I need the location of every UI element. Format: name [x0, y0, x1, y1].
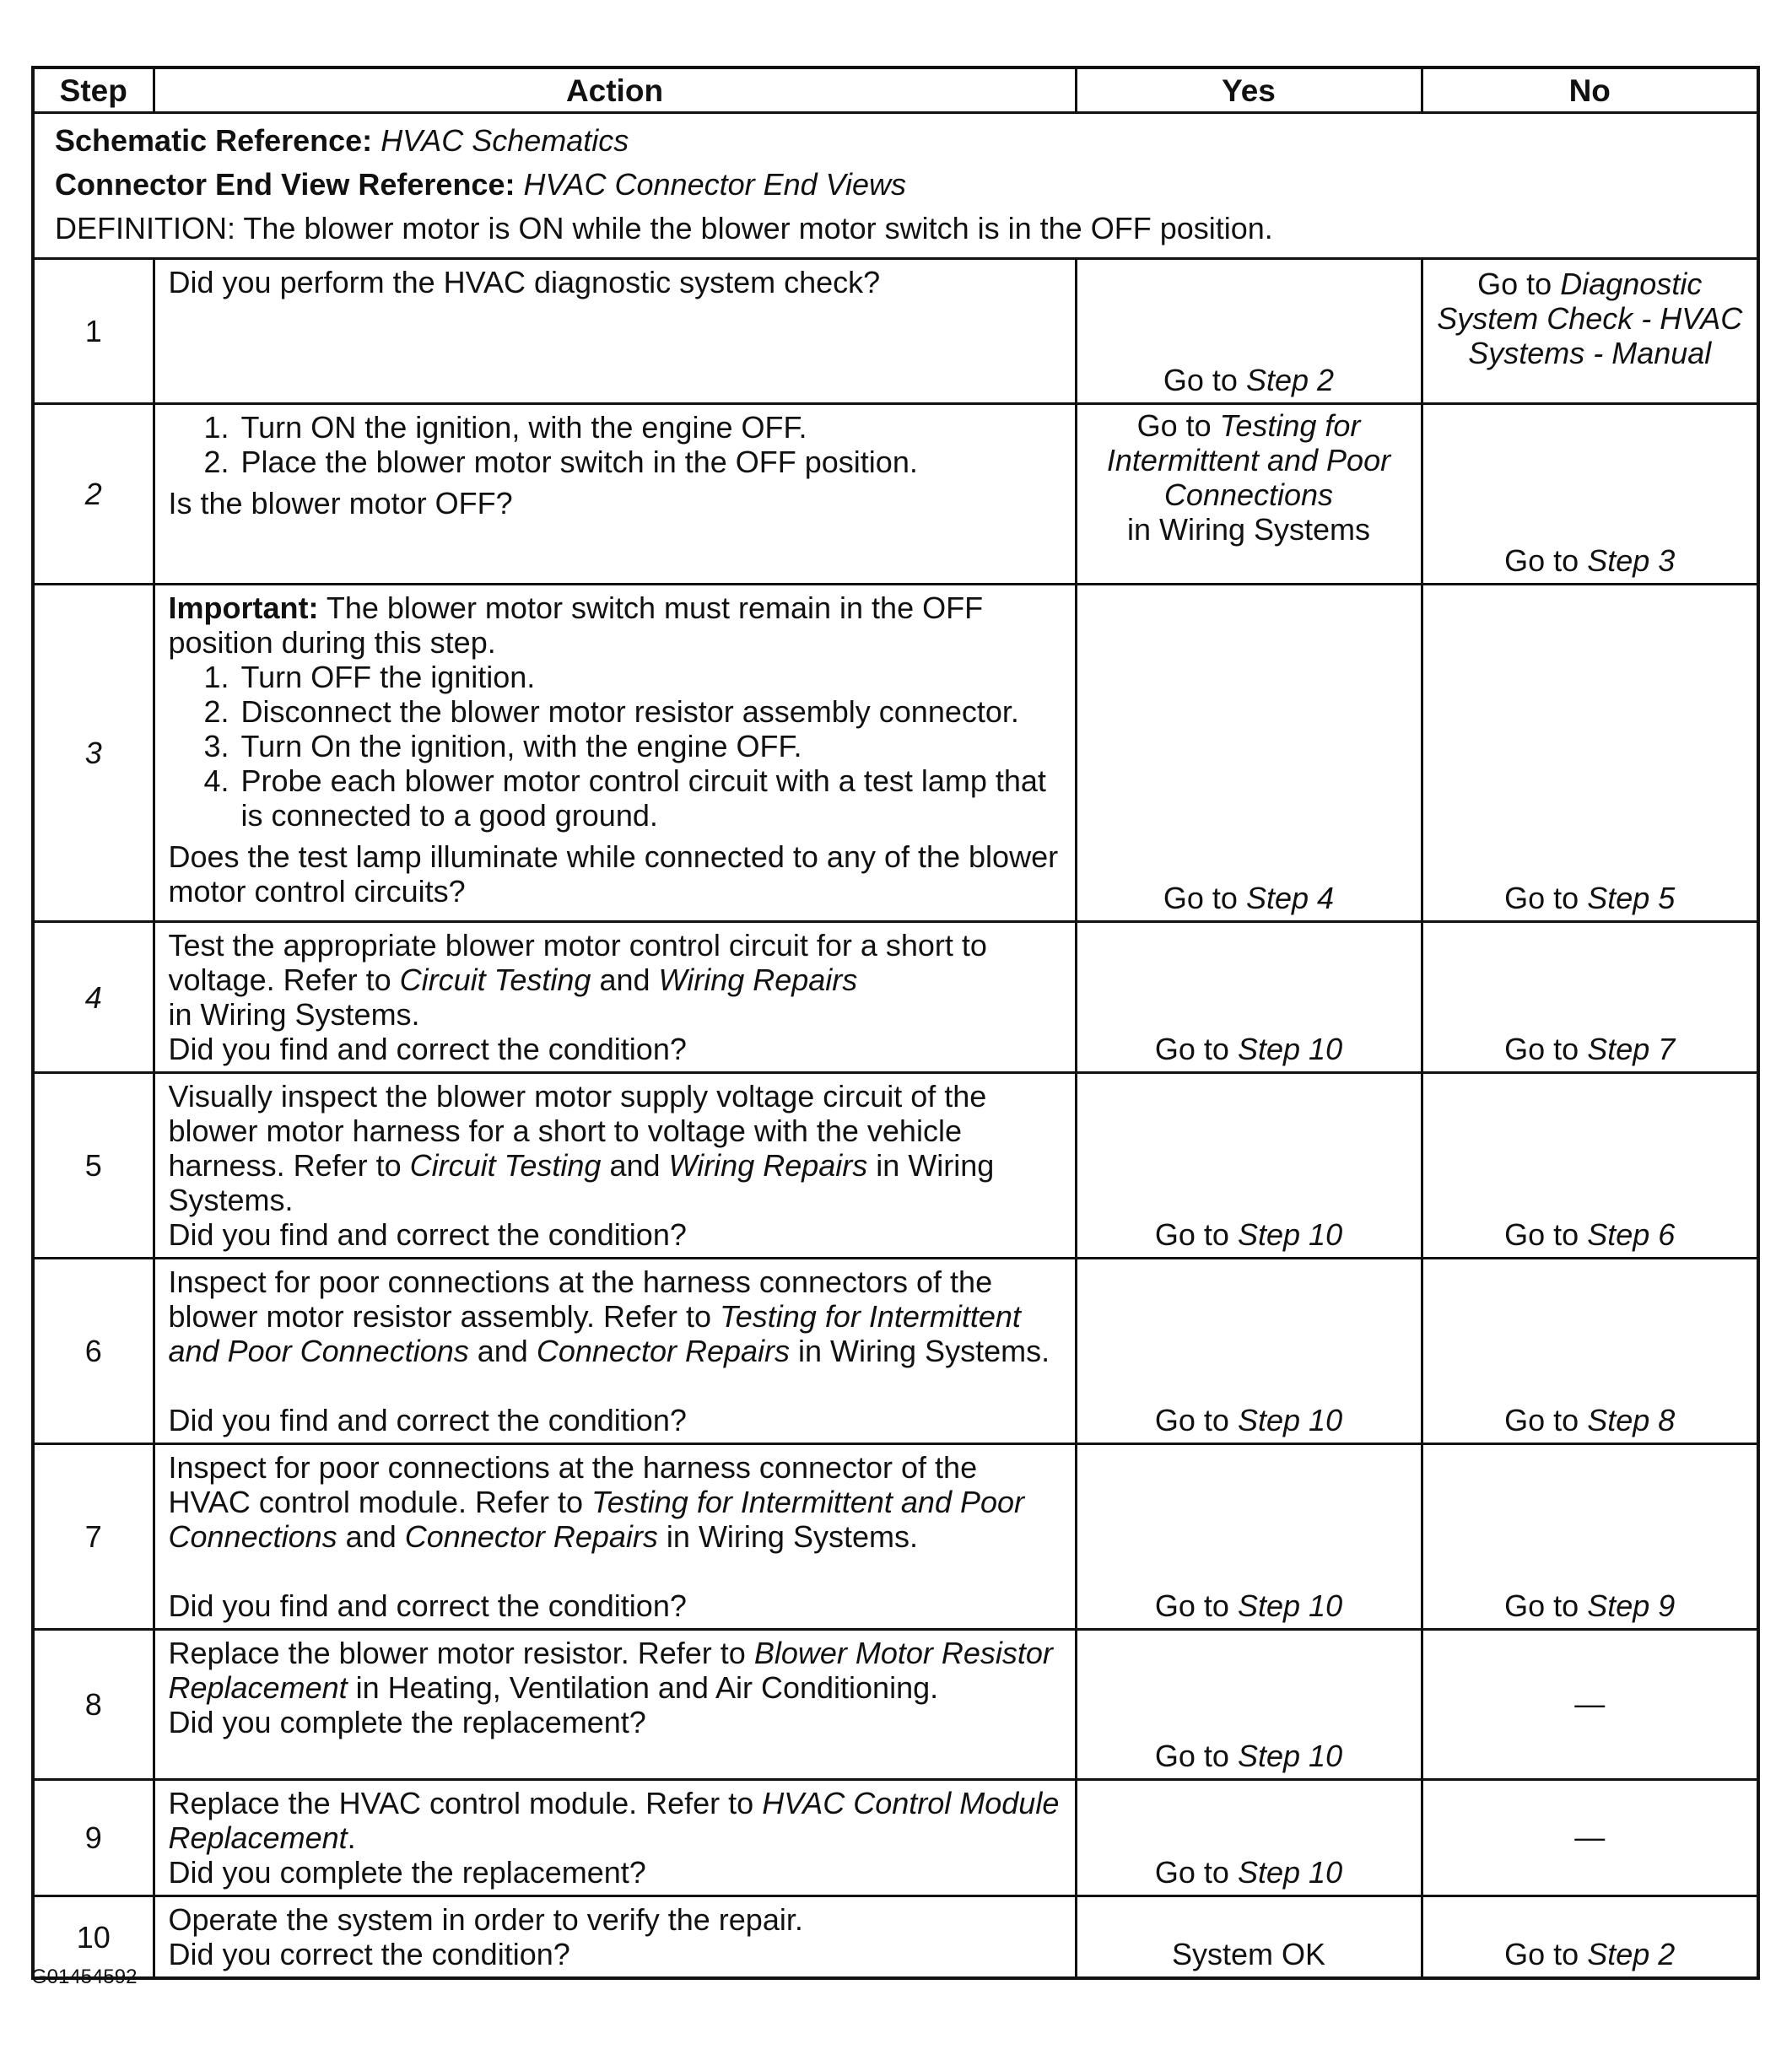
- action-text-end: in Wiring Systems.: [168, 997, 420, 1032]
- yes-link[interactable]: Step 10: [1237, 1855, 1343, 1890]
- figure-id: G01454592: [31, 1966, 138, 1988]
- go-to-label: Go to: [1154, 1588, 1229, 1623]
- no-link[interactable]: Step 9: [1587, 1588, 1676, 1623]
- go-to-label: Go to: [1504, 881, 1579, 915]
- go-to-label: Go to: [1154, 1739, 1229, 1773]
- reference-link[interactable]: HVAC Control Module Replacement: [168, 1786, 1060, 1855]
- step-number: 9: [33, 1780, 154, 1896]
- procedure-item: 1. Turn ON the ignition, with the engine OFF.: [238, 410, 1063, 445]
- reference-link[interactable]: Circuit Testing: [409, 1148, 602, 1183]
- action-text: [169, 1636, 1063, 1705]
- step-number: 2: [33, 404, 154, 585]
- step-number: 5: [33, 1073, 154, 1259]
- action-cell: [154, 259, 1076, 404]
- action-question: Did you find and correct the condition?: [168, 1588, 687, 1623]
- go-to-label: Go to: [1504, 1403, 1579, 1437]
- action-text: [169, 1786, 1063, 1855]
- action-question: Does the test lamp illuminate while connected to any of the blower motor control circuits?: [168, 839, 1059, 909]
- no-cell: [1422, 1259, 1758, 1444]
- no-cell: [1422, 585, 1758, 922]
- yes-link[interactable]: Step 10: [1237, 1588, 1343, 1623]
- header-action: Action: [154, 67, 1076, 113]
- go-to-label: Go to: [1504, 1217, 1579, 1252]
- step-number: 10: [33, 1896, 154, 1979]
- yes-cell: [1076, 1259, 1422, 1444]
- table-row: [33, 1896, 1758, 1979]
- action-text-start: Inspect for poor connections at the harness connectors of the blower motor resistor assembly. Refer to: [168, 1265, 993, 1334]
- conjunction: and: [345, 1519, 397, 1554]
- yes-link[interactable]: Step 10: [1237, 1032, 1343, 1066]
- action-text-start: Test the appropriate blower motor control circuit for a short to voltage. Refer to: [168, 928, 987, 997]
- procedure-list: [169, 410, 1063, 479]
- action-cell: [154, 1896, 1076, 1979]
- procedure-item: 1. Turn OFF the ignition.: [238, 660, 1063, 694]
- action-question: Did you complete the replacement?: [168, 1705, 646, 1739]
- spacer: [169, 1368, 1063, 1403]
- no-dash: —: [1574, 1686, 1606, 1721]
- go-to-label: Go to: [1504, 543, 1579, 578]
- table-row: [33, 1780, 1758, 1896]
- go-to-label: Go to: [1504, 1937, 1579, 1971]
- conjunction: and: [599, 963, 650, 997]
- go-to-label: Go to: [1154, 1855, 1229, 1890]
- important-note: [169, 590, 1063, 660]
- action-text: [169, 1079, 1063, 1217]
- action-cell: [154, 1073, 1076, 1259]
- header-row: [33, 67, 1758, 113]
- yes-cell: [1076, 922, 1422, 1073]
- yes-cell: [1076, 1630, 1422, 1780]
- no-link[interactable]: Step 7: [1587, 1032, 1676, 1066]
- go-to-label: Go to: [1136, 408, 1212, 443]
- no-cell: [1422, 1896, 1758, 1979]
- action-text-end: in Wiring Systems.: [666, 1519, 918, 1554]
- go-to-label: Go to: [1163, 881, 1238, 915]
- action-question: Did you find and correct the condition?: [168, 1032, 687, 1066]
- yes-cell: [1076, 404, 1422, 585]
- action-cell: [154, 1780, 1076, 1896]
- intro-cell: [33, 113, 1758, 259]
- schematic-reference-link[interactable]: HVAC Schematics: [381, 123, 629, 158]
- header-yes: Yes: [1076, 67, 1422, 113]
- yes-link[interactable]: Step 10: [1237, 1403, 1343, 1437]
- action-question: Is the blower motor OFF?: [168, 486, 513, 520]
- table-row: [33, 1259, 1758, 1444]
- table-row: [33, 1444, 1758, 1630]
- procedure-item: 2. Disconnect the blower motor resistor assembly connector.: [238, 694, 1063, 729]
- no-cell: [1422, 1444, 1758, 1630]
- yes-link[interactable]: Testing for Intermittent and Poor Connections: [1106, 408, 1391, 512]
- reference-link[interactable]: Connector Repairs: [404, 1519, 658, 1554]
- action-cell: [154, 404, 1076, 585]
- action-text-end: in Wiring Systems.: [168, 1148, 995, 1217]
- no-link[interactable]: Step 3: [1587, 543, 1676, 578]
- step-number: 7: [33, 1444, 154, 1630]
- go-to-label: Go to: [1154, 1032, 1229, 1066]
- action-cell: [154, 1630, 1076, 1780]
- yes-link[interactable]: Step 2: [1245, 363, 1335, 397]
- action-text: [169, 1450, 1063, 1554]
- action-cell: [154, 585, 1076, 922]
- step-number: 4: [33, 922, 154, 1073]
- go-to-label: Go to: [1154, 1403, 1229, 1437]
- action-text-end: in Wiring Systems.: [798, 1334, 1050, 1368]
- spacer: [169, 1554, 1063, 1588]
- connector-reference-link[interactable]: HVAC Connector End Views: [523, 167, 907, 202]
- procedure-item: 4. Probe each blower motor control circuit with a test lamp that is connected to a good ground.: [238, 763, 1063, 833]
- yes-cell: [1076, 259, 1422, 404]
- step-number: 1: [33, 259, 154, 404]
- action-text-start: Inspect for poor connections at the harness connector of the HVAC control module. Refer to: [168, 1450, 978, 1519]
- step-number: 8: [33, 1630, 154, 1780]
- action-text-end: in Heating, Ventilation and Air Conditioning.: [355, 1670, 939, 1705]
- no-link[interactable]: Step 6: [1587, 1217, 1676, 1252]
- procedure-list: [169, 660, 1063, 833]
- go-to-label: Go to: [1154, 1217, 1229, 1252]
- yes-cell: [1076, 1444, 1422, 1630]
- reference-link[interactable]: Testing for Intermittent and Poor Connections: [168, 1485, 1025, 1554]
- no-link[interactable]: Step 8: [1587, 1403, 1676, 1437]
- action-cell: [154, 922, 1076, 1073]
- definition-text: DEFINITION: The blower motor is ON while the blower motor switch is in the OFF position.: [55, 211, 1273, 245]
- go-to-label: Go to: [1477, 267, 1552, 301]
- action-cell: [154, 1259, 1076, 1444]
- yes-result: System OK: [1171, 1937, 1326, 1971]
- table-row: [33, 585, 1758, 922]
- action-text-start: Visually inspect the blower motor supply voltage circuit of the blower motor harness for a short to voltage with the vehicle harness. Refer to: [168, 1079, 987, 1183]
- action-text: [169, 1265, 1063, 1368]
- action-question: Did you perform the HVAC diagnostic system check?: [168, 265, 881, 299]
- go-to-label: Go to: [1504, 1588, 1579, 1623]
- action-question: Did you complete the replacement?: [168, 1855, 646, 1890]
- no-link[interactable]: Diagnostic System Check - HVAC Systems - Manual: [1437, 267, 1743, 370]
- important-label: Important:: [168, 590, 319, 625]
- action-question: Did you find and correct the condition?: [168, 1403, 687, 1437]
- connector-reference: [55, 163, 1736, 207]
- reference-link[interactable]: Connector Repairs: [536, 1334, 791, 1368]
- table-row: [33, 1630, 1758, 1780]
- go-to-label: Go to: [1163, 363, 1238, 397]
- no-cell: [1422, 1780, 1758, 1896]
- no-link[interactable]: Step 2: [1587, 1937, 1676, 1971]
- diagnostic-table-sheet: [31, 66, 1757, 1980]
- schematic-reference: [55, 119, 1736, 163]
- yes-link-suffix: in Wiring Systems: [1126, 512, 1371, 547]
- action-text-start: Replace the blower motor resistor. Refer to: [168, 1636, 746, 1670]
- no-cell: [1422, 259, 1758, 404]
- table-row: [33, 404, 1758, 585]
- yes-link[interactable]: Step 4: [1245, 881, 1335, 915]
- reference-link[interactable]: Wiring Repairs: [668, 1148, 868, 1183]
- table-row: [33, 259, 1758, 404]
- table-row: [33, 1073, 1758, 1259]
- reference-link[interactable]: Circuit Testing: [399, 963, 591, 997]
- reference-link[interactable]: Blower Motor Resistor Replacement: [168, 1636, 1053, 1705]
- no-link[interactable]: Step 5: [1587, 881, 1676, 915]
- action-question: Did you find and correct the condition?: [168, 1217, 687, 1252]
- intro-row: [33, 113, 1758, 259]
- yes-cell: [1076, 1780, 1422, 1896]
- yes-cell: [1076, 1896, 1422, 1979]
- diagnostic-table: [31, 66, 1760, 1980]
- action-text-period: .: [347, 1820, 356, 1855]
- conjunction: and: [477, 1334, 528, 1368]
- yes-cell: [1076, 585, 1422, 922]
- no-cell: [1422, 1630, 1758, 1780]
- conjunction: and: [609, 1148, 661, 1183]
- step-number: 3: [33, 585, 154, 922]
- action-cell: [154, 1444, 1076, 1630]
- action-text-start: Replace the HVAC control module. Refer to: [168, 1786, 754, 1820]
- table-row: [33, 922, 1758, 1073]
- header-step: Step: [33, 67, 154, 113]
- schematic-reference-label: Schematic Reference:: [55, 123, 373, 158]
- go-to-label: Go to: [1504, 1032, 1579, 1066]
- no-cell: [1422, 404, 1758, 585]
- step-number: 6: [33, 1259, 154, 1444]
- procedure-item: 2. Place the blower motor switch in the OFF position.: [238, 445, 1063, 479]
- yes-link[interactable]: Step 10: [1237, 1217, 1343, 1252]
- important-text: The blower motor switch must remain in the OFF position during this step.: [168, 590, 984, 660]
- action-question: Did you correct the condition?: [168, 1937, 570, 1971]
- no-cell: [1422, 1073, 1758, 1259]
- reference-link[interactable]: Testing for Intermittent and Poor Connections: [168, 1299, 1021, 1368]
- reference-link[interactable]: Wiring Repairs: [658, 963, 858, 997]
- no-cell: [1422, 922, 1758, 1073]
- procedure-item: 3. Turn On the ignition, with the engine OFF.: [238, 729, 1063, 763]
- action-text: Operate the system in order to verify the repair.: [168, 1902, 803, 1937]
- connector-reference-label: Connector End View Reference:: [55, 167, 515, 202]
- no-dash: —: [1574, 1820, 1606, 1854]
- action-text: [169, 928, 1063, 1032]
- header-no: No: [1422, 67, 1758, 113]
- yes-cell: [1076, 1073, 1422, 1259]
- yes-link[interactable]: Step 10: [1237, 1739, 1343, 1773]
